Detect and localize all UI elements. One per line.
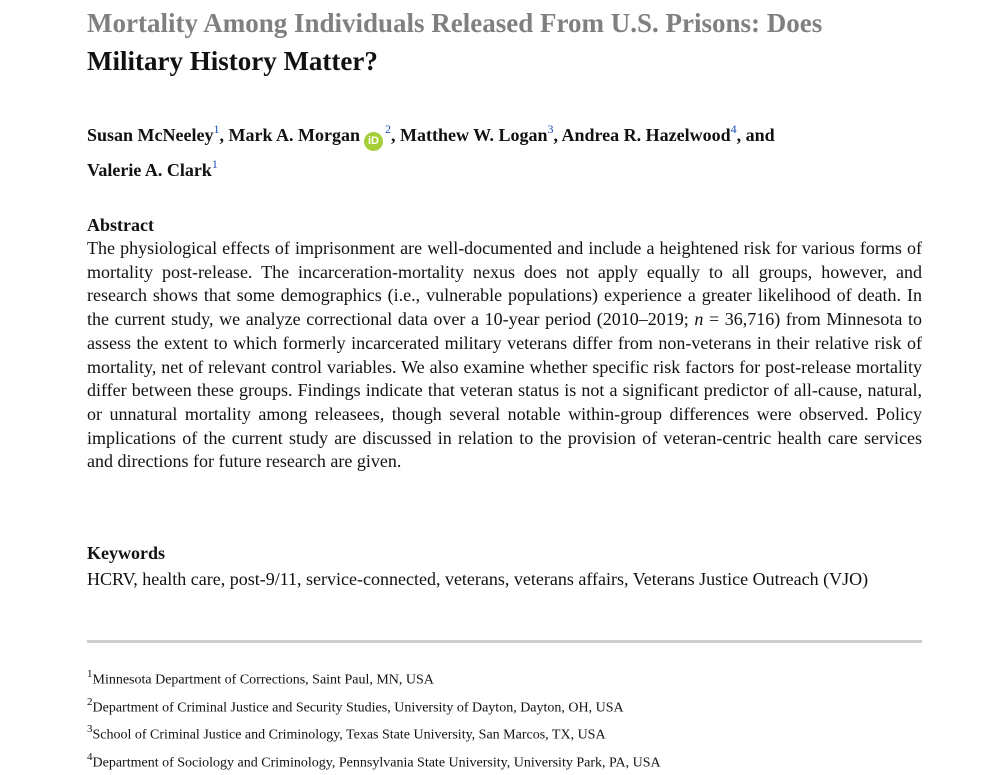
- article-title: [87, 4, 967, 80]
- keywords-text: HCRV, health care, post-9/11, service-connected, veterans, veterans affairs, Veterans Justice Outreach (VJO): [87, 569, 869, 589]
- affiliation-item: $^2$Department of Criminal Justice and Security Studies, University of Dayton, Dayton, OH, USA: [87, 695, 624, 716]
- affiliation-ref[interactable]: 1: [211, 157, 218, 171]
- author-name: Matthew W. Logan: [399, 125, 548, 145]
- title-line-2: Military History Matter?: [87, 46, 378, 76]
- footnote-divider: [87, 640, 922, 643]
- affiliation-item: $^3$School of Criminal Justice and Criminology, Texas State University, San Marcos, TX, USA: [87, 723, 606, 743]
- orcid-icon[interactable]: iD: [364, 132, 383, 151]
- author-name: Susan McNeeley: [87, 125, 214, 145]
- n-symbol: n: [694, 309, 704, 330]
- author-list: Susan McNeeley$^1$, Mark A. Morgan $iD^2$, Matthew W. Logan$^3$, Andrea R. Hazelwood$^4$, and Valerie A. Clark$^1$: [87, 122, 775, 180]
- affiliation-ref[interactable]: 1: [213, 122, 220, 136]
- affiliation-ref[interactable]: 2: [384, 122, 391, 136]
- author-name: Andrea R. Hazelwood: [561, 125, 731, 145]
- affiliation-item: $^4$Department of Sociology and Criminology, Pennsylvania State University, University Park, PA, USA: [87, 750, 661, 771]
- abstract-heading: Abstract: [87, 215, 154, 235]
- affiliation-item: $^1$Minnesota Department of Corrections, Saint Paul, MN, USA: [87, 668, 434, 688]
- title-line-1: Mortality Among Individuals Released From U.S. Prisons: Does: [87, 8, 823, 38]
- affiliation-ref[interactable]: 4: [730, 122, 737, 136]
- affiliation-ref[interactable]: 3: [547, 122, 554, 136]
- abstract-text: The physiological effects of imprisonment are well-documented and include a heightened risk for various forms of mortality post-release. The incarceration-mortality nexus does not apply equally to all groups, however, and research shows that some demographics (i.e., vulnerable populations) experience a greater likelihood of death. In the current study, we analyze correctional data over a 10-year period (2010–2019; n = 36,716) from Minnesota to assess the extent to which formerly incarcerated military veterans differ from non-veterans in their relative risk of mortality, net of relevant control variables. We also examine whether specific risk factors for post-release mortality differ between these groups. Findings indicate that veteran status is not a significant predictor of all-cause, natural, or unnatural mortality among releasees, though several notable within-group differences were observed. Policy implications of the current study are discussed in relation to the provision of veteran-centric health care services and directions for future research are given.: [87, 238, 922, 472]
- author-name: Valerie A. Clark: [87, 160, 212, 180]
- author-name: Mark A. Morgan: [228, 125, 360, 145]
- keywords-heading: Keywords: [87, 543, 165, 563]
- affiliation-footnotes: [87, 664, 922, 775]
